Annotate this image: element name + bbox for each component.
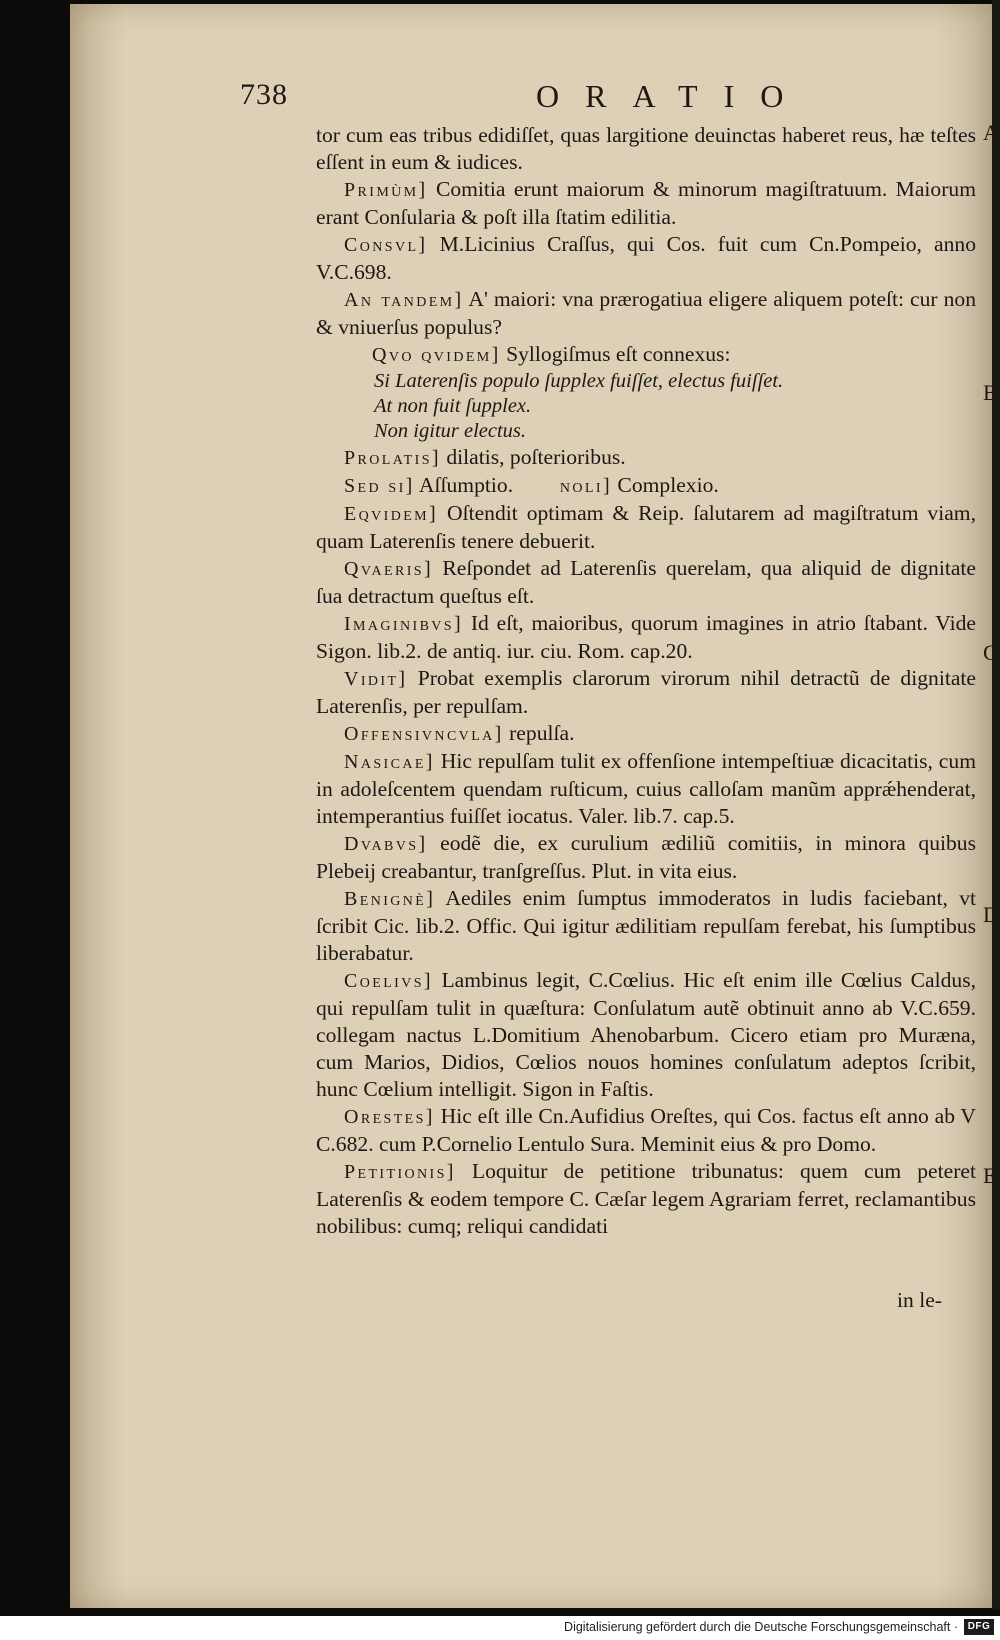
lemma: Primùm] [344,179,428,201]
margin-letter: D [983,902,999,927]
page-edge [992,0,1000,1610]
paragraph: Imaginibvs] Id eſt, maioribus, quorum imagines in atrio ſtabant. Vide Sigon. lib.2. de antiq. iur. ciu. Rom. cap.20. [316,611,976,663]
lemma: Dvabvs] [344,833,428,855]
paragraph: Sed si] Aſſumptio. noli] Complexio. [344,473,719,497]
lemma: Qvaeris] [344,558,434,580]
paragraph: Coelivs] Lambinus legit, C.Cœlius. Hic eſt enim ille Cœlius Caldus, qui repulſam tulit in quæſtura: Conſulatum autẽ obtinuit anno ab V.C.659. collegam nactus L.Domitium Ahenobarbum. Cicero etiam pro Muræna, cum Marios, Didios, Cœlios nouos homines conſulatum adeptos ſcribit, hunc Cœlium intelligit. Sigon in Faſtis. [316,968,976,1101]
paragraph: Prolatis] dilatis, poſterioribus. [344,445,626,469]
lemma: Consvl] [344,234,428,256]
lemma: Benignè] [344,888,436,910]
margin-letter: C [983,640,998,665]
paragraph: Consvl] M.Licinius Craſſus, qui Cos. fuit cum Cn.Pompeio, anno V.C.698. [316,232,976,284]
page-number: 738 [240,78,288,111]
paragraph: Nasicae] Hic repulſam tulit ex offenſione intempeſtiuæ dicacitatis, cum in adoleſcentem quendam ruſticum, cuius calloſam manũm apprǽhenderat, intemperantius fuiſſet iocatus. Valer. lib.7. cap.5. [316,749,976,828]
lemma: Vidit] [344,668,408,690]
running-head: ORATIO [536,78,810,114]
lemma: Imaginibvs] [344,613,464,635]
lemma: noli] [559,475,613,497]
margin-letter: E [983,1163,997,1188]
paragraph: Qvaeris] Reſpondet ad Laterenſis querelam, qua aliquid de dignitate ſua detractum queſtus eſt. [316,556,976,608]
paragraph: tor cum eas tribus edidiſſet, quas largitione deuinctas haberet reus, hæ teſtes eſſent in eum & iudices. [316,123,976,174]
lemma: Coelivs] [344,970,433,992]
paragraph: An tandem] A' maiori: vna prærogatiua eligere aliquem poteſt: cur non & vniuerſus populus? [316,287,976,339]
paragraph: Offensivncvla] repulſa. [344,721,575,745]
paragraph: Petitionis] Loquitur de petitione tribunatus: quem cum peteret Laterenſis & eodem tempore C. Cæſar legem Agrariam ferret, reclamantibus nobilibus: cumq; reliqui candidati [316,1159,976,1238]
page-header [240,78,940,122]
lemma: Qvo qvidem] [372,344,501,366]
syllogism-line: Si Laterenſis populo ſupplex fuiſſet, electus fuiſſet. [374,370,784,392]
catchword: in le- [897,1288,942,1312]
lemma: An tandem] [344,289,464,311]
digitization-footer [0,1616,1000,1640]
lemma: Petitionis] [344,1161,456,1183]
margin-letter: B [983,380,998,405]
paragraph: Vidit] Probat exemplis clarorum virorum nihil detractũ de dignitate Laterenſis, per repulſam. [316,666,976,718]
lemma: Orestes] [344,1106,435,1128]
margin-letter: A [983,120,999,145]
lemma: Sed si] [344,475,415,497]
paragraph: Primùm] Comitia erunt maiorum & minorum magiſtratuum. Maiorum erant Conſularia & poſt illa ſtatim edilitia. [316,177,976,229]
lemma: Offensivncvla] [344,723,504,745]
paragraph: Dvabvs] eodẽ die, ex curulium ædiliũ comitiis, in minora quibus Plebeij creabantur, tranſgreſſus. Plut. in vita eius. [316,831,976,883]
lemma: Nasicae] [344,751,435,773]
lemma: Prolatis] [344,447,441,469]
paragraph: Orestes] Hic eſt ille Cn.Aufidius Oreſtes, qui Cos. factus eſt anno ab V C.682. cum P.Cornelio Lentulo Sura. Meminit eius & pro Domo. [316,1104,976,1156]
syllogism-line: At non fuit ſupplex. [374,395,532,417]
paragraph: Benignè] Aediles enim ſumptus immoderatos in ludis faciebant, vt ſcribit Cic. lib.2. Offic. Qui igitur ædilitiam repulſam ferebat, his ſumptibus liberabatur. [316,886,976,965]
funding-credit: Digitalisierung gefördert durch die Deutsche Forschungsgemeinschaft · [564,1620,958,1634]
dfg-logo[interactable]: DFG [964,1619,994,1635]
paragraph: Eqvidem] Oſtendit optimam & Reip. ſalutarem ad magiſtratum viam, quam Laterenſis tenere debuerit. [316,501,976,553]
commentary-text [316,122,976,1240]
paragraph: Qvo qvidem] Syllogiſmus eſt connexus: [372,342,731,366]
syllogism-line: Non igitur electus. [374,420,527,442]
lemma: Eqvidem] [344,503,439,525]
